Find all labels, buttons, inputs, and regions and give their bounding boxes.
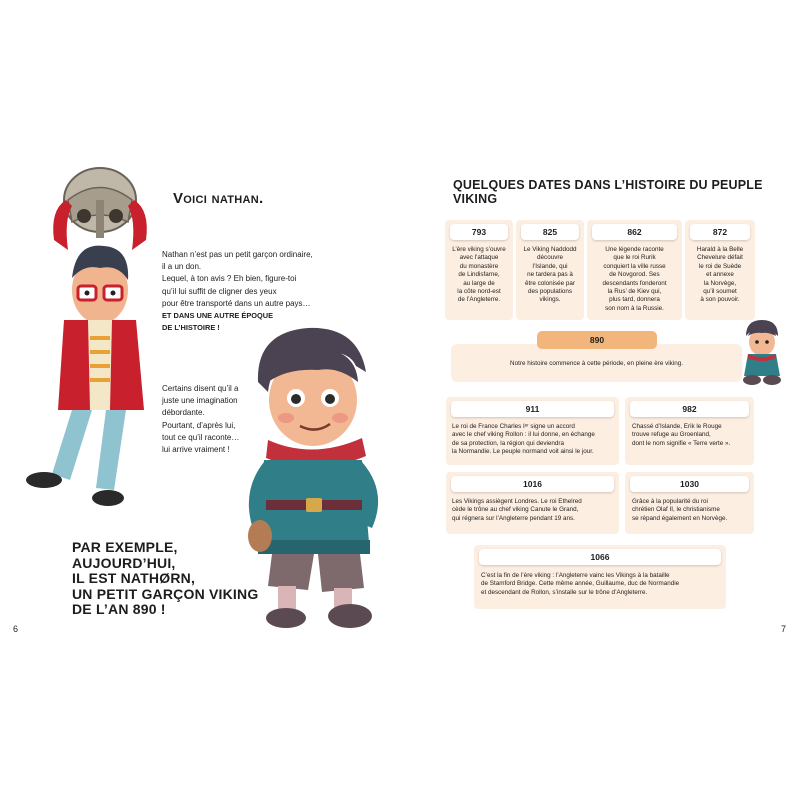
timeline-title: QUELQUES DATES DANS L’HISTOIRE DU PEUPLE VIKING xyxy=(453,178,763,206)
card-line: Le Viking Naddodd xyxy=(523,246,577,253)
card-text xyxy=(446,246,512,305)
year-tab: 872 xyxy=(690,224,750,240)
year-tab: 793 xyxy=(450,224,508,240)
card-line: que le roi Rurik xyxy=(613,254,656,262)
card-line: qu’il soumet xyxy=(703,288,737,296)
card-line: cède le trône au chef viking Canute le Grand, xyxy=(452,506,579,514)
card-text xyxy=(452,423,617,457)
card-line: le roi de Suède xyxy=(698,262,742,270)
card-line: qui régnera sur l’Angleterre pendant 19 ans. xyxy=(452,514,575,522)
card-line: chrétien Olaf II, le christianisme xyxy=(632,506,720,514)
card-line: de sa protection, la région qui deviendra xyxy=(452,439,565,447)
paragraph-line: Pourtant, d’après lui, xyxy=(162,420,236,430)
year-tab: 862 xyxy=(592,224,677,240)
card-line: conquiert la ville russe xyxy=(603,262,666,270)
card-line: la côte nord-est xyxy=(457,288,501,296)
card-line: de Stamford Bridge. Cette même année, Guillaume, duc de Normandie xyxy=(481,580,680,588)
intro-line: Nathan n’est pas un petit garçon ordinaire, xyxy=(162,250,313,259)
announcement-line: UN PETIT GARÇON VIKING xyxy=(72,585,259,602)
card-line: découvre xyxy=(537,254,563,262)
card-line: de Lindisfarne, xyxy=(458,271,500,279)
card-text xyxy=(517,246,583,305)
card-line: avec l’attaque xyxy=(459,254,499,262)
year-tab: 1030 xyxy=(630,476,749,492)
year-tab: 982 xyxy=(630,401,749,417)
card-line: la Rus’ de Kiev qui, xyxy=(607,288,662,296)
announcement-line: DE L’AN 890 ! xyxy=(72,601,166,617)
card-line: au large de xyxy=(463,279,495,287)
card-line: descendants fonderont xyxy=(602,279,667,287)
intro-line: qu’il lui suffit de cligner des yeux xyxy=(162,286,277,296)
year-tab-highlight: 890 xyxy=(537,331,657,349)
page-number: 6 xyxy=(13,624,19,634)
card-line: ne tardera pas à xyxy=(527,271,573,279)
year-tab: 911 xyxy=(451,401,614,417)
paragraph-line: débordante. xyxy=(162,408,205,418)
paragraph-line: lui arrive vraiment ! xyxy=(162,445,230,455)
card-line: C’est la fin de l’ère viking : l’Angleterre vainc les Vikings à la bataille xyxy=(481,572,670,579)
viking-helmet-icon xyxy=(64,168,136,238)
announcement-line: PAR EXEMPLE, AUJOURD’HUI, xyxy=(72,539,178,571)
card-line: et annexe xyxy=(706,271,734,279)
nathorn-announcement xyxy=(72,540,272,618)
year-tab: 1066 xyxy=(479,549,721,565)
card-line: trouve refuge au Groenland, xyxy=(632,431,711,439)
card-text: Notre histoire commence à cette période, en pleine ère viking. xyxy=(510,360,683,367)
card-line: vikings. xyxy=(539,296,561,304)
nathan-with-helmet-illustration xyxy=(10,160,160,520)
card-line: avec le chef viking Rollon : il lui donne, en échange xyxy=(452,431,595,439)
paragraph-line: Certains disent qu’il a xyxy=(162,384,239,393)
card-line: être colonisée par xyxy=(524,279,576,287)
card-line: plus tard, donnera xyxy=(609,296,660,304)
card-line: Une légende raconte xyxy=(605,246,664,253)
card-line: Le roi de France Charles Iᵉʳ signe un accord xyxy=(452,423,575,430)
intro-line: pour être transporté dans un autre pays… xyxy=(162,298,311,308)
card-line: Chevelure défait xyxy=(697,254,743,262)
card-line: L’ère viking s’ouvre xyxy=(452,246,506,253)
card-line: à son pouvoir. xyxy=(700,296,740,304)
intro-line: il a un don. xyxy=(162,262,202,272)
card-line: Grâce à la popularité du roi xyxy=(632,498,708,505)
card-line: dont le nom signifie « Terre verte ». xyxy=(632,439,731,447)
card-line: Chassé d’Islande, Erik le Rouge xyxy=(632,423,722,430)
card-line: de l’Angleterre. xyxy=(457,296,501,304)
page-title: Voici nathan. xyxy=(173,190,264,207)
card-line: son nom à la Russie. xyxy=(605,304,664,312)
card-text xyxy=(632,498,752,523)
card-line: la Normandie. Le peuple normand voit ainsi le jour. xyxy=(452,448,594,456)
card-line: du monastère xyxy=(459,262,499,270)
card-text xyxy=(452,498,617,523)
card-line: Les Vikings assiègent Londres. Le roi Ethelred xyxy=(452,498,582,505)
card-text xyxy=(588,246,681,313)
year-tab: 1016 xyxy=(451,476,614,492)
card-text xyxy=(632,423,752,448)
card-line: Harald à la Belle xyxy=(696,246,744,253)
card-line: la Norvège, xyxy=(703,279,737,287)
announcement-line: IL EST NATHØRN, xyxy=(72,570,196,586)
year-tab: 825 xyxy=(521,224,579,240)
card-line: et descendant de Rollon, s’installe sur le trône d’Angleterre. xyxy=(481,588,648,596)
small-viking-boy-illustration xyxy=(738,318,784,388)
card-text xyxy=(686,246,754,305)
card-text xyxy=(481,572,724,597)
intro-line: Lequel, à ton avis ? Eh bien, figure-toi xyxy=(162,274,297,284)
page-number: 7 xyxy=(781,624,787,634)
intro-strong-line: DE L’HISTOIRE ! xyxy=(162,323,220,333)
card-line: des populations xyxy=(527,288,573,296)
intro-strong-line: ET DANS UNE AUTRE ÉPOQUE xyxy=(162,311,274,321)
paragraph-line: tout ce qu’il raconte… xyxy=(162,432,240,442)
card-line: de Novgorod. Ses xyxy=(609,271,660,279)
card-line: l’Islande, qui xyxy=(532,262,568,270)
card-line: se répand également en Norvège. xyxy=(632,514,728,522)
paragraph-line: juste une imagination xyxy=(162,396,238,406)
